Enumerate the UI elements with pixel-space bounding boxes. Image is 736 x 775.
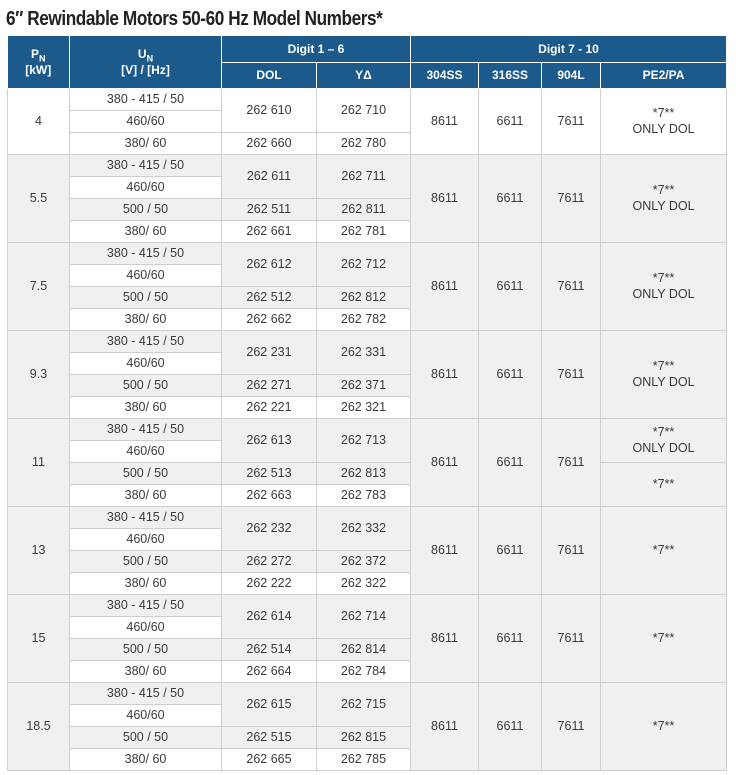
dol-cell: 262 231 xyxy=(222,330,317,374)
yd-cell: 262 321 xyxy=(317,396,411,418)
voltage-cell: 460/60 xyxy=(70,704,222,726)
voltage-cell: 380 - 415 / 50 xyxy=(70,506,222,528)
motor-group-15kw xyxy=(8,594,727,682)
voltage-cell: 380 - 415 / 50 xyxy=(70,154,222,176)
voltage-cell: 380 - 415 / 50 xyxy=(70,242,222,264)
pe2pa-cell: *7** ONLY DOL xyxy=(601,154,727,242)
l904-cell: 7611 xyxy=(542,682,601,770)
l904-cell: 7611 xyxy=(542,88,601,154)
header-904l: 904L xyxy=(542,62,601,88)
pe2pa-cell: *7** xyxy=(601,594,727,682)
ss304-cell: 8611 xyxy=(411,418,479,506)
dol-cell: 262 611 xyxy=(222,154,317,198)
ss316-cell: 6611 xyxy=(479,330,542,418)
l904-cell: 7611 xyxy=(542,418,601,506)
ss304-cell: 8611 xyxy=(411,242,479,330)
header-pn: $P_N$ [kW] xyxy=(8,36,70,88)
voltage-cell: 460/60 xyxy=(70,528,222,550)
header-316ss: 316SS xyxy=(479,62,542,88)
pn-cell: 5.5 xyxy=(8,154,70,242)
yd-cell: 262 322 xyxy=(317,572,411,594)
voltage-cell: 500 / 50 xyxy=(70,462,222,484)
table-header xyxy=(8,36,727,88)
voltage-cell: 380 - 415 / 50 xyxy=(70,88,222,110)
yd-cell: 262 812 xyxy=(317,286,411,308)
dol-cell: 262 514 xyxy=(222,638,317,660)
pe2pa-cell: *7** xyxy=(601,682,727,770)
header-pe2pa: PE2/PA xyxy=(601,62,727,88)
l904-cell: 7611 xyxy=(542,594,601,682)
voltage-cell: 380/ 60 xyxy=(70,220,222,242)
dol-cell: 262 612 xyxy=(222,242,317,286)
ss304-cell: 8611 xyxy=(411,88,479,154)
pn-cell: 9.3 xyxy=(8,330,70,418)
voltage-cell: 380/ 60 xyxy=(70,660,222,682)
ss304-cell: 8611 xyxy=(411,154,479,242)
yd-cell: 262 714 xyxy=(317,594,411,638)
ss316-cell: 6611 xyxy=(479,682,542,770)
ss304-cell: 8611 xyxy=(411,594,479,682)
yd-cell: 262 815 xyxy=(317,726,411,748)
dol-cell: 262 221 xyxy=(222,396,317,418)
pe2pa-cell: *7** xyxy=(601,462,727,506)
dol-cell: 262 511 xyxy=(222,198,317,220)
yd-cell: 262 780 xyxy=(317,132,411,154)
pe2pa-cell: *7** ONLY DOL xyxy=(601,418,727,462)
pn-cell: 7.5 xyxy=(8,242,70,330)
header-304ss: 304SS xyxy=(411,62,479,88)
dol-cell: 262 232 xyxy=(222,506,317,550)
yd-cell: 262 372 xyxy=(317,550,411,572)
dol-cell: 262 272 xyxy=(222,550,317,572)
voltage-cell: 380/ 60 xyxy=(70,748,222,770)
motor-group-7-5kw xyxy=(8,242,727,330)
voltage-cell: 460/60 xyxy=(70,616,222,638)
dol-cell: 262 610 xyxy=(222,88,317,132)
voltage-cell: 500 / 50 xyxy=(70,638,222,660)
model-numbers-table xyxy=(7,36,727,771)
voltage-cell: 460/60 xyxy=(70,110,222,132)
dol-cell: 262 613 xyxy=(222,418,317,462)
dol-cell: 262 615 xyxy=(222,682,317,726)
dol-cell: 262 662 xyxy=(222,308,317,330)
pn-cell: 15 xyxy=(8,594,70,682)
dol-cell: 262 222 xyxy=(222,572,317,594)
dol-cell: 262 665 xyxy=(222,748,317,770)
dol-cell: 262 271 xyxy=(222,374,317,396)
yd-cell: 262 713 xyxy=(317,418,411,462)
motor-group-18-5kw xyxy=(8,682,727,770)
voltage-cell: 380 - 415 / 50 xyxy=(70,418,222,440)
pe2pa-cell: *7** ONLY DOL xyxy=(601,88,727,154)
yd-cell: 262 813 xyxy=(317,462,411,484)
voltage-cell: 380/ 60 xyxy=(70,572,222,594)
yd-cell: 262 332 xyxy=(317,506,411,550)
ss304-cell: 8611 xyxy=(411,506,479,594)
ss316-cell: 6611 xyxy=(479,88,542,154)
pe2pa-cell: *7** xyxy=(601,506,727,594)
page-title: 6″ Rewindable Motors 50-60 Hz Model Numbers* xyxy=(6,8,383,30)
yd-cell: 262 712 xyxy=(317,242,411,286)
header-un: $U_N$ [V] / [Hz] xyxy=(70,36,222,88)
voltage-cell: 500 / 50 xyxy=(70,198,222,220)
header-digit-7-10: Digit 7 - 10 xyxy=(411,36,727,62)
dol-cell: 262 660 xyxy=(222,132,317,154)
yd-cell: 262 710 xyxy=(317,88,411,132)
ss316-cell: 6611 xyxy=(479,154,542,242)
l904-cell: 7611 xyxy=(542,330,601,418)
voltage-cell: 380 - 415 / 50 xyxy=(70,682,222,704)
voltage-cell: 380 - 415 / 50 xyxy=(70,594,222,616)
voltage-cell: 500 / 50 xyxy=(70,726,222,748)
voltage-cell: 380 - 415 / 50 xyxy=(70,330,222,352)
ss304-cell: 8611 xyxy=(411,682,479,770)
dol-cell: 262 663 xyxy=(222,484,317,506)
pn-cell: 4 xyxy=(8,88,70,154)
voltage-cell: 380/ 60 xyxy=(70,484,222,506)
voltage-cell: 380/ 60 xyxy=(70,132,222,154)
voltage-cell: 460/60 xyxy=(70,176,222,198)
dol-cell: 262 661 xyxy=(222,220,317,242)
yd-cell: 262 711 xyxy=(317,154,411,198)
yd-cell: 262 814 xyxy=(317,638,411,660)
voltage-cell: 500 / 50 xyxy=(70,286,222,308)
ss316-cell: 6611 xyxy=(479,418,542,506)
header-digit-1-6: Digit 1 – 6 xyxy=(222,36,411,62)
yd-cell: 262 371 xyxy=(317,374,411,396)
pn-cell: 18.5 xyxy=(8,682,70,770)
header-dol: DOL xyxy=(222,62,317,88)
yd-cell: 262 782 xyxy=(317,308,411,330)
motor-group-4kw xyxy=(8,88,727,154)
yd-cell: 262 781 xyxy=(317,220,411,242)
yd-cell: 262 785 xyxy=(317,748,411,770)
pn-cell: 11 xyxy=(8,418,70,506)
yd-cell: 262 784 xyxy=(317,660,411,682)
motor-group-11kw xyxy=(8,418,727,506)
motor-group-5-5kw xyxy=(8,154,727,242)
dol-cell: 262 664 xyxy=(222,660,317,682)
voltage-cell: 460/60 xyxy=(70,264,222,286)
pn-cell: 13 xyxy=(8,506,70,594)
yd-cell: 262 811 xyxy=(317,198,411,220)
motor-group-13kw xyxy=(8,506,727,594)
ss316-cell: 6611 xyxy=(479,506,542,594)
yd-cell: 262 331 xyxy=(317,330,411,374)
ss304-cell: 8611 xyxy=(411,330,479,418)
ss316-cell: 6611 xyxy=(479,242,542,330)
dol-cell: 262 614 xyxy=(222,594,317,638)
yd-cell: 262 783 xyxy=(317,484,411,506)
voltage-cell: 380/ 60 xyxy=(70,308,222,330)
voltage-cell: 460/60 xyxy=(70,440,222,462)
voltage-cell: 380/ 60 xyxy=(70,396,222,418)
voltage-cell: 500 / 50 xyxy=(70,374,222,396)
l904-cell: 7611 xyxy=(542,154,601,242)
pe2pa-cell: *7** ONLY DOL xyxy=(601,242,727,330)
pe2pa-cell: *7** ONLY DOL xyxy=(601,330,727,418)
voltage-cell: 460/60 xyxy=(70,352,222,374)
dol-cell: 262 512 xyxy=(222,286,317,308)
ss316-cell: 6611 xyxy=(479,594,542,682)
motor-group-9-3kw xyxy=(8,330,727,418)
yd-cell: 262 715 xyxy=(317,682,411,726)
l904-cell: 7611 xyxy=(542,242,601,330)
l904-cell: 7611 xyxy=(542,506,601,594)
header-yd: YΔ xyxy=(317,62,411,88)
dol-cell: 262 515 xyxy=(222,726,317,748)
dol-cell: 262 513 xyxy=(222,462,317,484)
voltage-cell: 500 / 50 xyxy=(70,550,222,572)
